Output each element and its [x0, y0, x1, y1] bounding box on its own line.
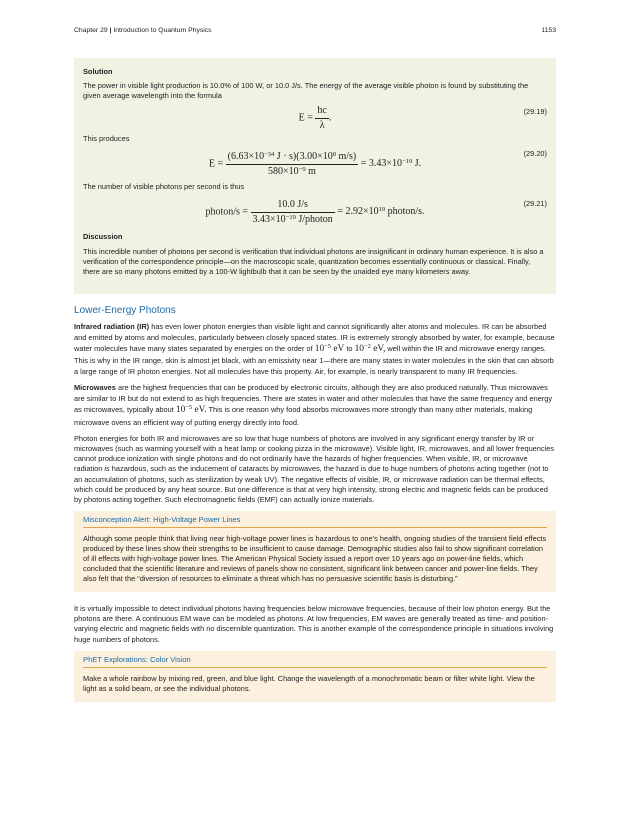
discussion-text: This incredible number of photons per second is verification that individual photons are insignificant in ordinary human experience. It is also a verification of the correspondence principle—on the macroscopic scale, quantization becomes essentially continuous or classical. Finally, there are so many photons emitted by a 100-W lightbulb that it can be seen by the unaided eye many kilometers away. — [83, 247, 544, 277]
eq3-number: (29.21) — [523, 199, 547, 208]
misconception-title: Misconception Alert: High-Voltage Power Lines — [83, 515, 547, 528]
photon-count-intro: The number of visible photons per second is thus — [83, 182, 245, 191]
eq2-result: = $3.43\times 10^{-19}$ J. — [360, 158, 422, 170]
eq3-fraction — [251, 198, 335, 226]
eq1-tail: . — [328, 112, 332, 124]
eq1-denominator: λ — [319, 119, 325, 131]
eq1-number: (29.19) — [523, 107, 547, 116]
correspondence-paragraph: It is virtually impossible to detect individual photons having frequencies below microwave frequencies, because of their low photon energy. But the photons are there. A continuous EM wave can be modeled as photons. At low frequencies, EM waves are generally treated as time- and position-varying electric and magnetic fields with no discernible quantization. This is another example of the correspondence principle in situations involving huge numbers of photons. — [74, 604, 554, 644]
solution-heading: Solution — [83, 67, 113, 76]
eq2-fraction — [226, 150, 359, 178]
eq1-fraction — [315, 104, 328, 132]
section-title: Lower-Energy Photons — [74, 305, 176, 316]
header-separator: | — [107, 27, 114, 34]
phet-title[interactable]: PhET Explorations: Color Vision — [83, 655, 547, 668]
page-header — [74, 26, 556, 36]
microwave-term: Microwaves — [74, 383, 116, 393]
produces-text: This produces — [83, 134, 130, 143]
photon-energy-paragraph: Photon energies for both IR and microwaves are so low that huge numbers of photons are involved in any significant energy transfer by IR or microwaves (such as warming yourself with a heat lamp or cooking pizza in the microwave). Visible light, IR, microwaves, and all lower frequencies cannot produce ionization with single photons and do not ordinarily have the hazards of higher frequencies. When visible, IR, or microwave radiation is hazardous, such as the inducement of cataracts by microwaves, the hazard is due to huge numbers of photons acting together (not to an accumulation of photons, such as sterilization by weak UV). The negative effects of visible, IR, or microwave radiation can be thermal effects, which could be produced by any heat source. But one difference is that at very high intensity, strong electric and magnetic fields can be produced by photons acting together. Such electromagnetic fields (EMF) can actually ionize materials. — [74, 434, 555, 504]
eq2-denominator: $580\times 10^{-9}$ m — [268, 165, 316, 177]
discussion-heading: Discussion — [83, 232, 123, 241]
chapter-title: Introduction to Quantum Physics — [113, 27, 212, 34]
microwave-energy: $10^{-5}$ eV. — [175, 404, 207, 416]
equation-29-21 — [74, 198, 556, 226]
misconception-alert — [74, 511, 556, 593]
phet-text: Make a whole rainbow by mixing red, green, and blue light. Change the wavelength of a monochromatic beam or filter white light. View the light as a solid beam, or see the individual photons. — [83, 673, 535, 693]
ir-term: Infrared radiation (IR) — [74, 322, 150, 331]
microwave-paragraph: Microwaves are the highest frequencies that can be produced by electronic circuits, although they are also produced naturally. Thus microwaves are similar to IR but do not extend to as high frequencies. There are states in water and other molecules that have the same frequency and energy as microwaves, typically about $10^{-5}$ eV. This is one reason why food absorbs microwaves more strongly than many other materials, making microwave ovens an efficient way of putting energy directly into food. — [74, 383, 553, 427]
equation-29-19 — [74, 104, 556, 131]
eq1-lhs: E = — [298, 112, 313, 124]
eq3-denominator: $3.43\times 10^{-19}$ J/photon — [252, 213, 333, 225]
eq3-lhs: photon/s = — [205, 206, 249, 218]
page-number: 1153 — [541, 27, 556, 34]
phet-box — [74, 651, 556, 702]
solution-box — [74, 58, 556, 294]
running-head — [74, 26, 212, 35]
eq2-lhs: E = — [208, 158, 224, 170]
ir-energy-high: $10^{-2}$ eV, — [354, 343, 386, 355]
eq2-number: (29.20) — [523, 149, 547, 158]
chapter-label: Chapter 29 — [74, 27, 108, 34]
section-body — [74, 322, 556, 702]
ir-paragraph: Infrared radiation (IR) has even lower photon energies than visible light and cannot significantly alter atoms and molecules. IR can be absorbed and emitted by atoms and molecules, particularly between closely spaced states. IR is extremely strongly absorbed by water, for example, because water molecules have many states separated by energies on the order of $10^{-5}$ eV to $10^{-2}$ eV, well within the IR and microwave energy ranges. This is why in the IR range, skin is almost jet black, with an emissivity near 1—there are many states in water molecules in the skin that can absorb a large range of IR photon energies. Not all molecules have this property. Air, for example, is nearly transparent to many IR frequencies. — [74, 322, 555, 376]
eq3-numerator: 10.0 J/s — [251, 198, 335, 213]
ir-energy-low: $10^{-5}$ eV — [314, 343, 345, 355]
eq1-numerator: hc — [315, 104, 328, 119]
eq2-numerator: ($6.63\times 10^{-34}$ $J \cdot s)(3.00\times 10^8$ m/s) — [226, 150, 359, 165]
eq3-result: = $2.92\times 10^{19}$ photon/s. — [337, 206, 425, 218]
misconception-text: Although some people think that living near high-voltage power lines is hazardous to one’s health, ongoing studies of the transient field effects produced by these lines show their strengths to be insufficient to cause damage. Demographic studies also fail to show significant correlation of ill effects with high-voltage power lines. The American Physical Society issued a report over 10 years ago on power-line fields, which concluded that the scientific literature and reviews of panels show no consistent, significant link between cancer and power-line fields. They also felt that the “diversion of resources to eliminate a threat which has no persuasive scientific basis is disturbing.” — [83, 534, 547, 584]
solution-intro: The power in visible light production is 10.0% of 100 W, or 10.0 J/s. The energy of the average visible photon is found by substituting the given average wavelength into the formula — [83, 81, 529, 101]
equation-29-20 — [74, 150, 556, 178]
